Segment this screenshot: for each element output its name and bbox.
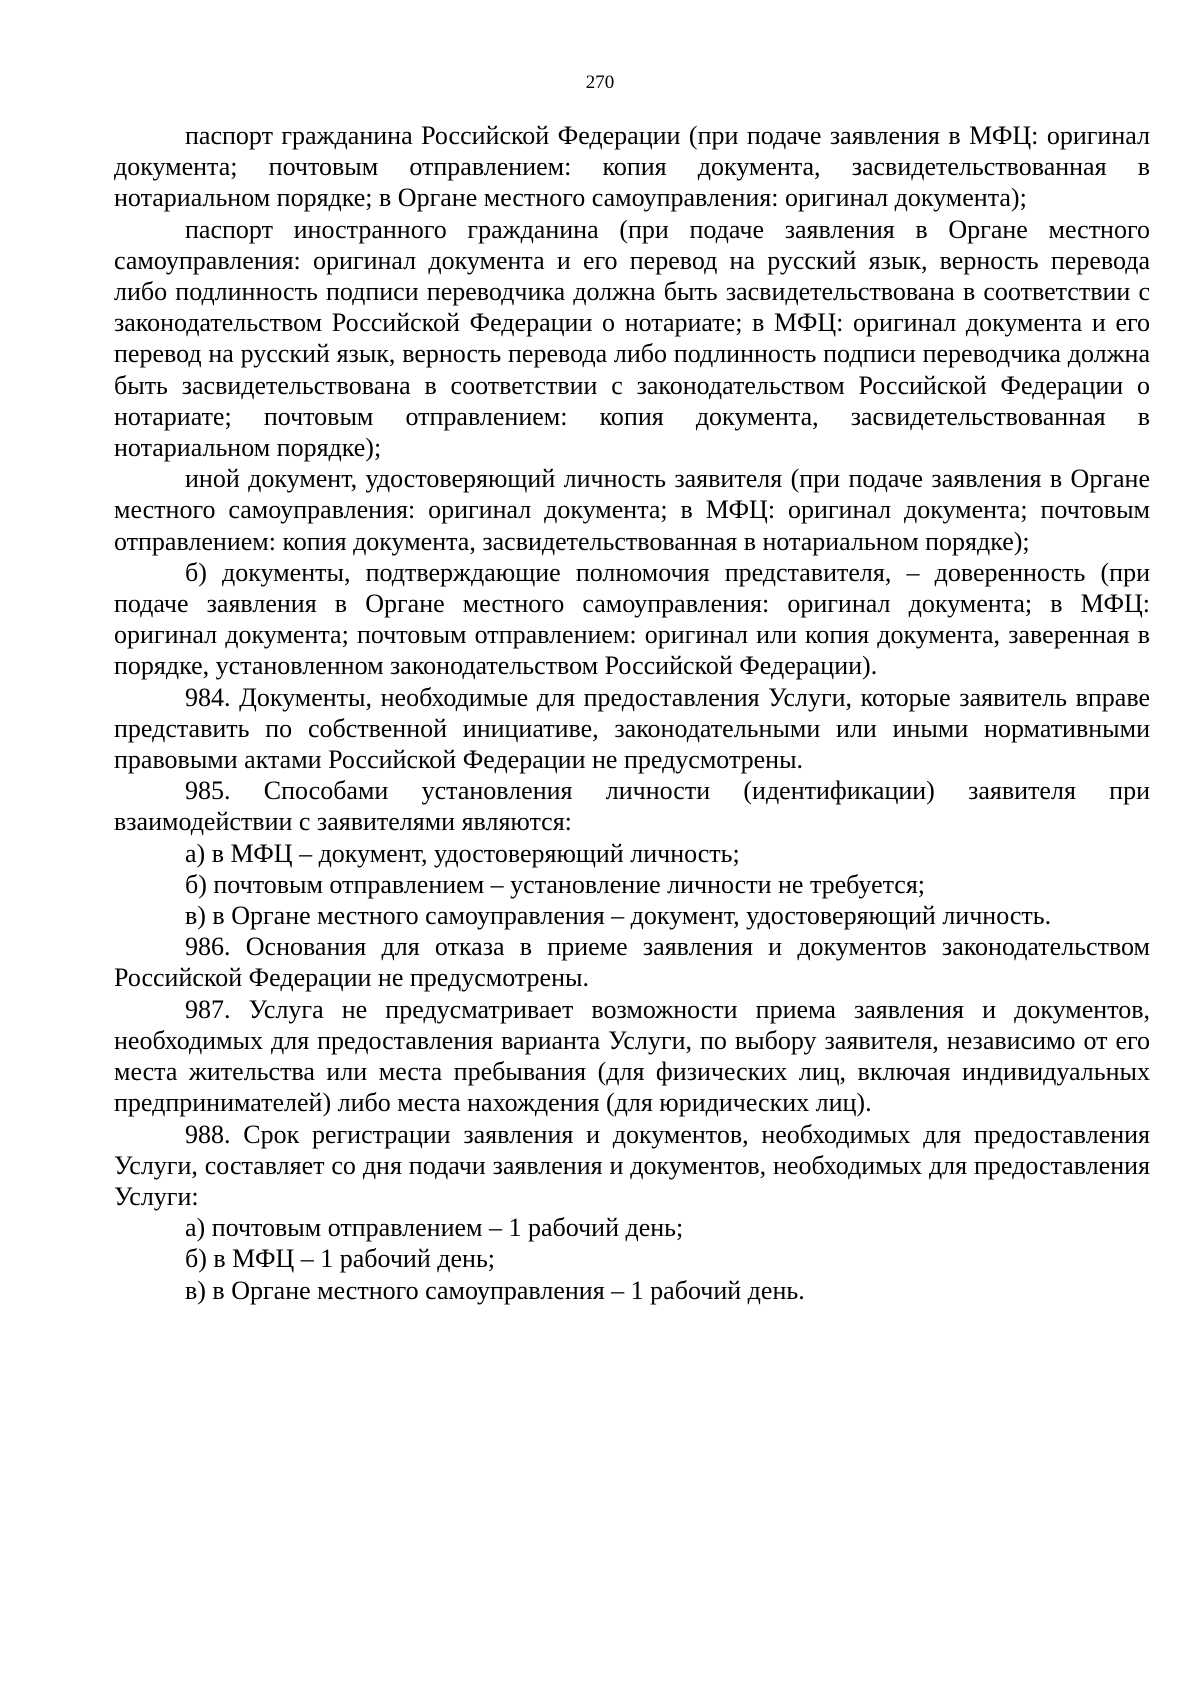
paragraph-984: 984. Документы, необходимые для предоставления Услуги, которые заявитель вправе представить по собственной инициативе, законодательными или иными нормативными правовыми актами Российской Федерации не предусмотрены. (114, 682, 1150, 775)
document-body (114, 120, 1150, 1306)
paragraph-987: 987. Услуга не предусматривает возможности приема заявления и документов, необходимых для предоставления варианта Услуги, по выбору заявителя, независимо от его места жительства или места пребывания (для физических лиц, включая индивидуальных предпринимателей) либо места нахождения (для юридических лиц). (114, 994, 1150, 1118)
paragraph-985-b: б) почтовым отправлением – установление личности не требуется; (185, 869, 926, 899)
page-number: 270 (585, 72, 615, 93)
paragraph-988: 988. Срок регистрации заявления и документов, необходимых для предоставления Услуги, составляет со дня подачи заявления и документов, необходимых для предоставления Услуги: (114, 1119, 1150, 1211)
paragraph-988-v: в) в Органе местного самоуправления – 1 рабочий день. (185, 1275, 805, 1305)
paragraph-foreign-passport: паспорт иностранного гражданина (при подаче заявления в Органе местного самоуправления: оригинал документа и его перевод на русский язык, верность перевода либо подлинность подписи переводчика должна быть засвидетельствована в соответствии с законодательством Российской Федерации о нотариате; в МФЦ: оригинал документа и его перевод на русский язык, верность перевода либо подлинность подписи переводчика должна быть засвидетельствована в соответствии с законодательством Российской Федерации о нотариате; почтовым отправлением: копия документа, засвидетельствованная в нотариальном порядке); (114, 214, 1150, 463)
paragraph-other-identity-document: иной документ, удостоверяющий личность заявителя (при подаче заявления в Органе местного самоуправления: оригинал документа; в МФЦ: оригинал документа; почтовым отправлением: копия документа, засвидетельствованная в нотариальном порядке); (114, 464, 1150, 556)
paragraph-representative-authority: б) документы, подтверждающие полномочия представителя, – доверенность (при подаче заявления в Органе местного самоуправления: оригинал документа; в МФЦ: оригинал документа; почтовым отправлением: оригинал или копия документа, заверенная в порядке, установленном законодательством Российской Федерации). (114, 557, 1150, 681)
paragraph-985-a: а) в МФЦ – документ, удостоверяющий личность; (185, 838, 740, 868)
paragraph-988-a: а) почтовым отправлением – 1 рабочий день; (185, 1213, 684, 1243)
paragraph-986: 986. Основания для отказа в приеме заявления и документов законодательством Российской Федерации не предусмотрены. (114, 932, 1150, 993)
paragraph-russian-passport: паспорт гражданина Российской Федерации (при подаче заявления в МФЦ: оригинал документа; почтовым отправлением: копия документа, засвидетельствованная в нотариальном порядке; в Органе местного самоуправления: оригинал документа); (114, 121, 1150, 213)
paragraph-985: 985. Способами установления личности (идентификации) заявителя при взаимодействии с заявителями являются: (114, 776, 1150, 837)
paragraph-988-b: б) в МФЦ – 1 рабочий день; (185, 1244, 496, 1274)
paragraph-985-v: в) в Органе местного самоуправления – документ, удостоверяющий личность. (185, 901, 1052, 931)
